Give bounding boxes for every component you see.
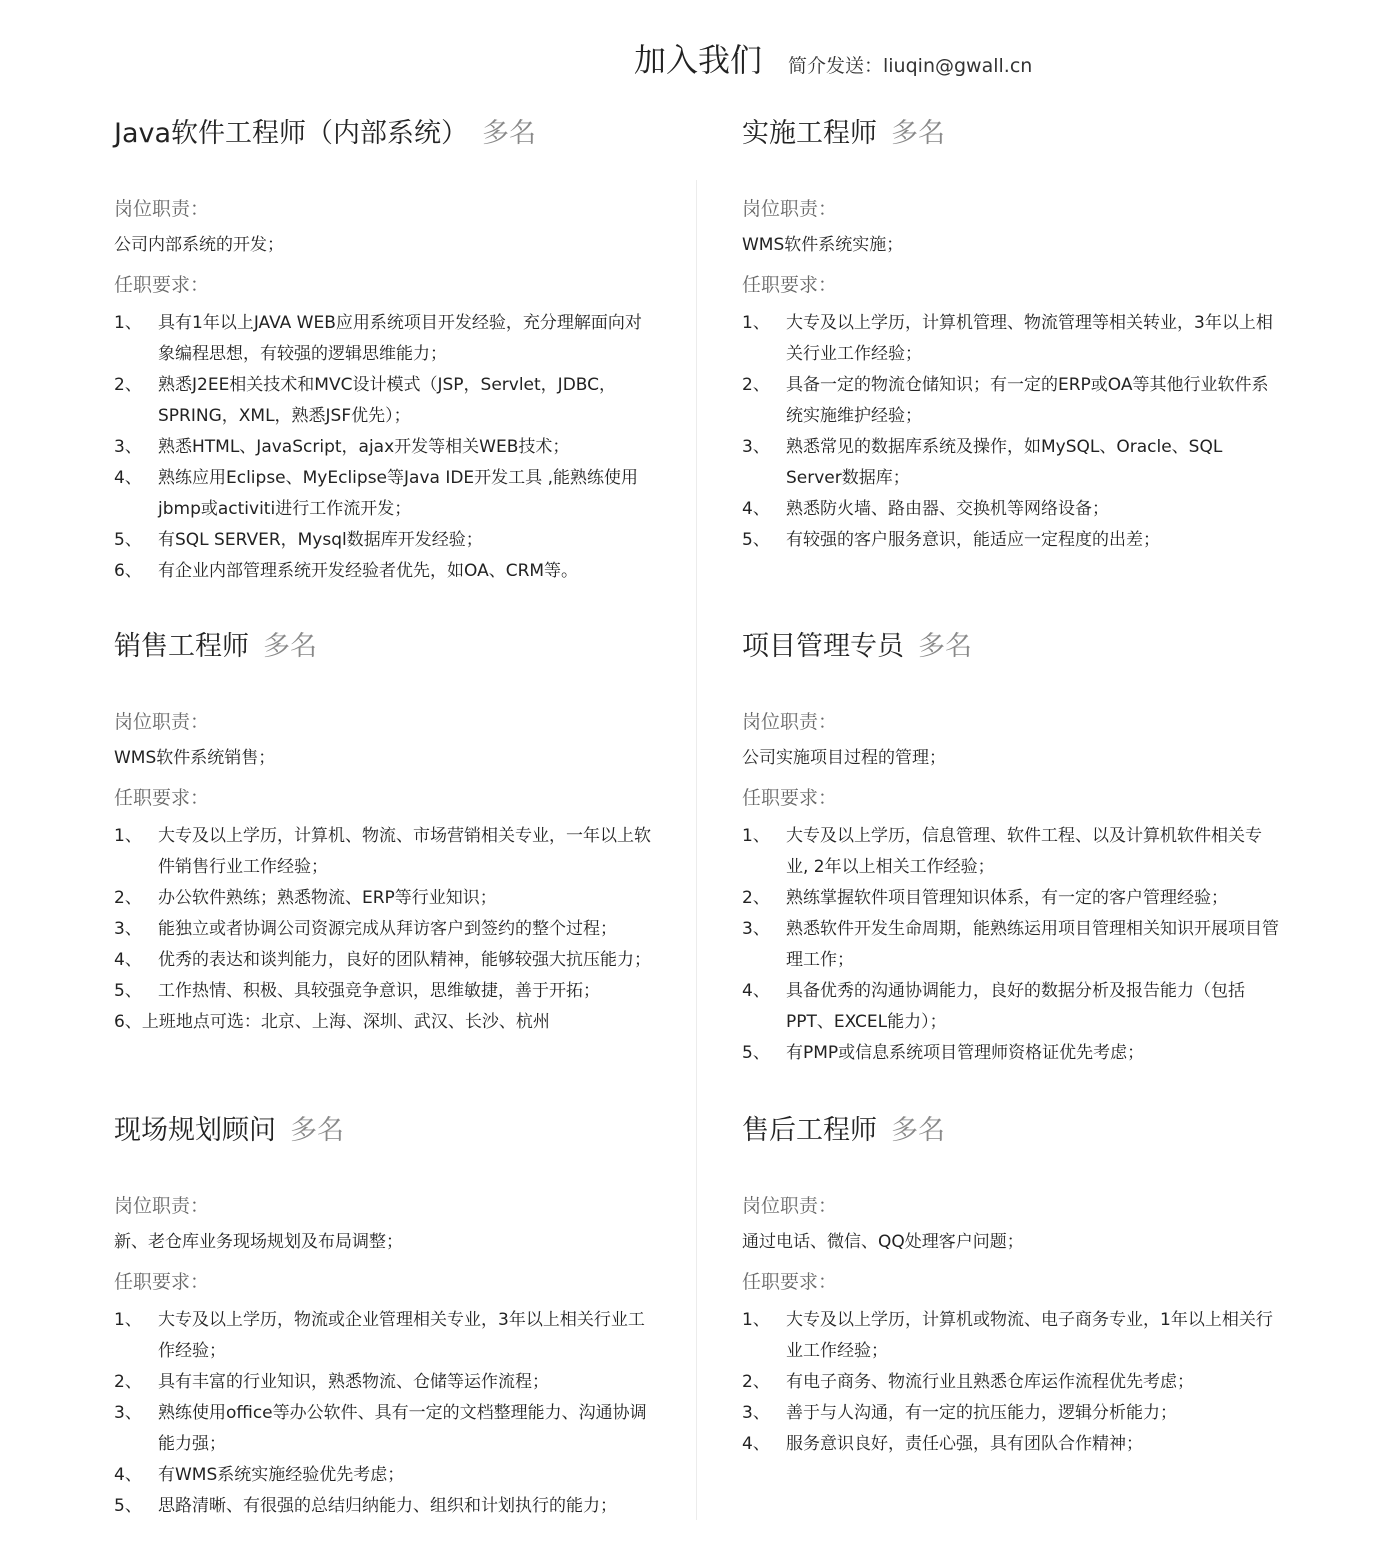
duty-text: 公司内部系统的开发； <box>114 235 284 255</box>
req-text: 大专及以上学历，计算机或物流、电子商务专业，1年以上相关行业工作经验； <box>786 1310 1273 1361</box>
duty-text: WMS软件系统销售； <box>114 748 276 768</box>
req-number: 2、 <box>742 888 770 908</box>
job-count: 多名 <box>263 631 317 662</box>
requirements-label: 任职要求： <box>114 787 210 809</box>
list-item <box>114 976 654 1007</box>
req-number: 4、 <box>742 1434 770 1454</box>
list-item <box>742 1398 1282 1429</box>
req-text: 具有丰富的行业知识，熟悉物流、仓储等运作流程； <box>158 1372 549 1392</box>
requirements-label: 任职要求： <box>742 274 838 296</box>
req-text: 大专及以上学历，信息管理、软件工程、以及计算机软件相关专业, 2年以上相关工作经验； <box>786 826 1262 877</box>
requirements-list <box>114 821 654 1038</box>
list-item <box>742 1367 1282 1398</box>
requirements-list <box>742 821 1282 1069</box>
req-number: 4、 <box>114 468 142 488</box>
requirements-label: 任职要求： <box>114 274 210 296</box>
job-title <box>742 114 945 154</box>
req-number: 1、 <box>114 826 142 846</box>
req-text: 办公软件熟练；熟悉物流、ERP等行业知识； <box>158 888 497 908</box>
req-number: 3、 <box>114 1403 142 1423</box>
req-text: 大专及以上学历，计算机、物流、市场营销相关专业，一年以上软件销售行业工作经验； <box>158 826 651 877</box>
req-text: 具有1年以上JAVA WEB应用系统项目开发经验，充分理解面向对象编程思想，有较强的逻辑思维能力； <box>158 313 642 364</box>
list-item <box>742 1038 1282 1069</box>
job-title-text: 项目管理专员 <box>742 631 904 662</box>
job-count: 多名 <box>891 1115 945 1146</box>
req-text: 有SQL SERVER，Mysql数据库开发经验； <box>158 530 483 550</box>
list-item <box>742 1429 1282 1460</box>
duty-label: 岗位职责： <box>114 1195 210 1217</box>
req-text: 有企业内部管理系统开发经验者优先，如OA、CRM等。 <box>158 561 579 581</box>
req-text: 6、上班地点可选：北京、上海、深圳、武汉、长沙、杭州 <box>114 1012 550 1032</box>
req-number: 1、 <box>742 826 770 846</box>
req-text: 善于与人沟通，有一定的抗压能力，逻辑分析能力； <box>786 1403 1177 1423</box>
duty-label: 岗位职责： <box>114 198 210 220</box>
req-number: 1、 <box>742 1310 770 1330</box>
req-text: 熟练使用office等办公软件、具有一定的文档整理能力、沟通协调能力强； <box>158 1403 647 1454</box>
list-item <box>742 308 1282 370</box>
list-item <box>742 370 1282 432</box>
resume-email-line: 简介发送：liuqin@gwall.cn <box>788 55 1033 77</box>
req-number: 4、 <box>114 1465 142 1485</box>
req-number: 5、 <box>114 530 142 550</box>
req-number: 2、 <box>742 375 770 395</box>
req-number: 1、 <box>114 1310 142 1330</box>
job-count: 多名 <box>482 118 537 149</box>
req-number: 2、 <box>114 1372 142 1392</box>
requirements-list <box>742 308 1282 556</box>
list-item <box>114 308 654 370</box>
job-title-text: Java软件工程师（内部系统） <box>114 118 469 149</box>
list-item <box>114 914 654 945</box>
page-header <box>0 38 1400 88</box>
list-item <box>114 370 654 432</box>
req-number: 2、 <box>742 1372 770 1392</box>
req-text: 熟悉防火墙、路由器、交换机等网络设备； <box>786 499 1109 519</box>
req-number: 4、 <box>742 981 770 1001</box>
list-item <box>114 1398 654 1460</box>
req-text: 有WMS系统实施经验优先考虑； <box>158 1465 405 1485</box>
req-text: 大专及以上学历，物流或企业管理相关专业，3年以上相关行业工作经验； <box>158 1310 645 1361</box>
list-item <box>114 821 654 883</box>
job-title-text: 销售工程师 <box>114 631 249 662</box>
job-title <box>742 1111 945 1151</box>
duty-label: 岗位职责： <box>114 711 210 733</box>
req-text: 能独立或者协调公司资源完成从拜访客户到签约的整个过程； <box>158 919 617 939</box>
req-number: 1、 <box>742 313 770 333</box>
job-title <box>114 114 536 154</box>
req-number: 3、 <box>114 437 142 457</box>
duty-label: 岗位职责： <box>742 198 838 220</box>
list-item <box>114 432 654 463</box>
job-title-text: 售后工程师 <box>742 1115 877 1146</box>
requirements-label: 任职要求： <box>742 1271 838 1293</box>
req-text: 服务意识良好，责任心强，具有团队合作精神； <box>786 1434 1143 1454</box>
job-title-text: 实施工程师 <box>742 118 877 149</box>
req-number: 6、 <box>114 561 142 581</box>
list-item <box>742 914 1282 976</box>
column-divider <box>696 180 697 1520</box>
list-item <box>114 883 654 914</box>
job-title <box>114 1111 344 1151</box>
duty-text: 新、老仓库业务现场规划及布局调整； <box>114 1232 403 1252</box>
list-item <box>114 1367 654 1398</box>
duty-text: 通过电话、微信、QQ处理客户问题； <box>742 1232 1024 1252</box>
req-number: 5、 <box>742 530 770 550</box>
duty-label: 岗位职责： <box>742 711 838 733</box>
req-text: 熟练应用Eclipse、MyEclipse等Java IDE开发工具 ,能熟练使用jbmp或activiti进行工作流开发； <box>158 468 638 519</box>
list-item <box>114 1305 654 1367</box>
req-text: 有电子商务、物流行业且熟悉仓库运作流程优先考虑； <box>786 1372 1194 1392</box>
req-number: 5、 <box>742 1043 770 1063</box>
job-title-text: 现场规划顾问 <box>114 1115 276 1146</box>
requirements-label: 任职要求： <box>742 787 838 809</box>
list-item <box>114 1491 654 1522</box>
req-number: 5、 <box>114 1496 142 1516</box>
requirements-label: 任职要求： <box>114 1271 210 1293</box>
job-count: 多名 <box>891 118 945 149</box>
req-number: 5、 <box>114 981 142 1001</box>
job-title <box>742 627 972 667</box>
duty-text: 公司实施项目过程的管理； <box>742 748 946 768</box>
list-item <box>742 432 1282 494</box>
req-number: 4、 <box>742 499 770 519</box>
req-number: 1、 <box>114 313 142 333</box>
req-number: 3、 <box>742 1403 770 1423</box>
req-text: 思路清晰、有很强的总结归纳能力、组织和计划执行的能力； <box>158 1496 617 1516</box>
req-text: 优秀的表达和谈判能力，良好的团队精神，能够较强大抗压能力； <box>158 950 651 970</box>
list-item <box>742 821 1282 883</box>
req-text: 有PMP或信息系统项目管理师资格证优先考虑； <box>786 1043 1145 1063</box>
req-text: 大专及以上学历，计算机管理、物流管理等相关转业，3年以上相关行业工作经验； <box>786 313 1273 364</box>
req-text: 熟悉常见的数据库系统及操作，如MySQL、Oracle、SQL Server数据库； <box>786 437 1223 488</box>
req-text: 具备一定的物流仓储知识；有一定的ERP或OA等其他行业软件系统实施维护经验； <box>786 375 1269 426</box>
job-count: 多名 <box>918 631 972 662</box>
list-item <box>742 494 1282 525</box>
list-item <box>742 525 1282 556</box>
list-item <box>114 463 654 525</box>
requirements-list <box>742 1305 1282 1460</box>
list-item <box>114 1460 654 1491</box>
req-text: 熟悉软件开发生命周期，能熟练运用项目管理相关知识开展项目管理工作； <box>786 919 1279 970</box>
duty-text: WMS软件系统实施； <box>742 235 904 255</box>
req-number: 3、 <box>742 437 770 457</box>
duty-label: 岗位职责： <box>742 1195 838 1217</box>
list-item <box>742 883 1282 914</box>
list-item <box>114 556 654 587</box>
job-count: 多名 <box>290 1115 344 1146</box>
req-number: 2、 <box>114 375 142 395</box>
req-text: 工作热情、积极、具较强竞争意识，思维敏捷，善于开拓； <box>158 981 600 1001</box>
list-item <box>742 1305 1282 1367</box>
requirements-list <box>114 1305 654 1522</box>
page-title: 加入我们 <box>634 41 763 79</box>
req-number: 4、 <box>114 950 142 970</box>
requirements-list <box>114 308 654 587</box>
list-item <box>114 945 654 976</box>
list-item <box>114 525 654 556</box>
req-number: 3、 <box>742 919 770 939</box>
req-number: 2、 <box>114 888 142 908</box>
req-number: 3、 <box>114 919 142 939</box>
req-text: 熟练掌握软件项目管理知识体系，有一定的客户管理经验； <box>786 888 1228 908</box>
req-text: 具备优秀的沟通协调能力，良好的数据分析及报告能力（包括 PPT、EXCEL能力）； <box>786 981 1245 1032</box>
req-text: 熟悉HTML、JavaScript，ajax开发等相关WEB技术； <box>158 437 570 457</box>
list-item <box>742 976 1282 1038</box>
req-text: 熟悉J2EE相关技术和MVC设计模式（JSP，Servlet，JDBC，SPRING，XML，熟悉JSF优先）； <box>158 375 617 426</box>
job-title <box>114 627 317 667</box>
list-item <box>114 1007 654 1038</box>
req-text: 有较强的客户服务意识，能适应一定程度的出差； <box>786 530 1160 550</box>
